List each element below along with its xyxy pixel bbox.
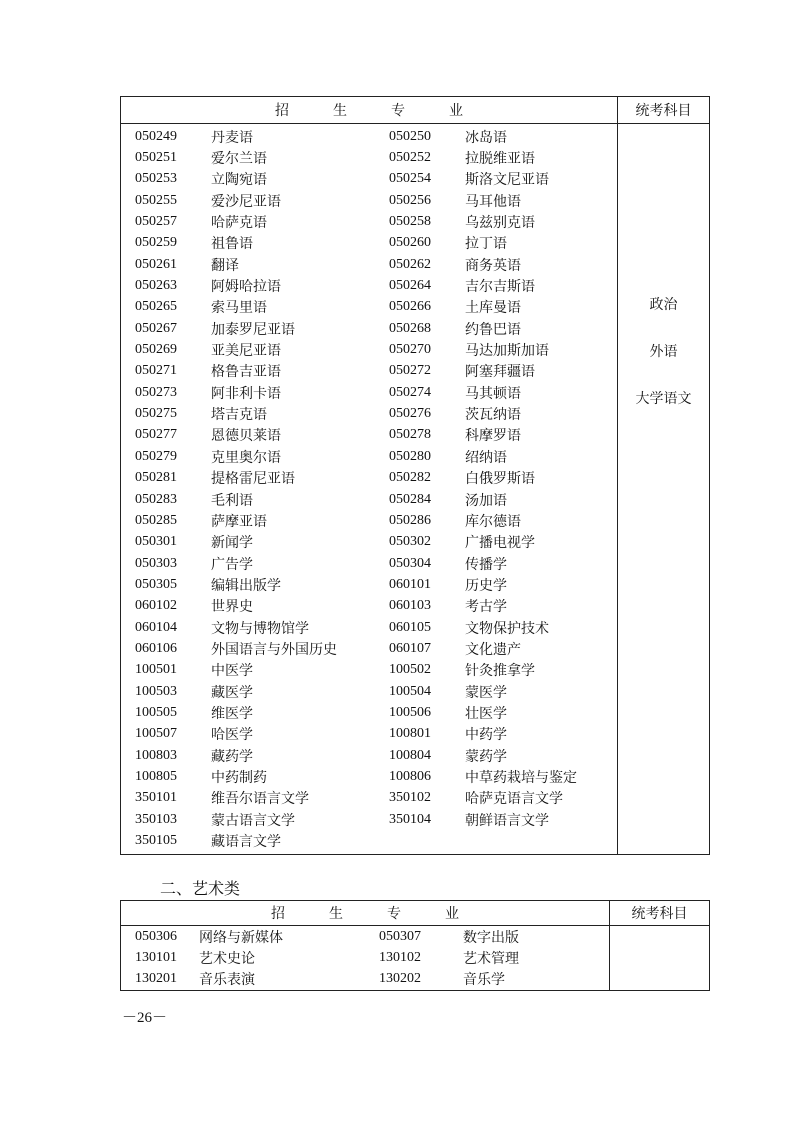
table-row (121, 532, 617, 553)
major-name: 马达加斯加语 (465, 343, 549, 360)
header-char: 专 (391, 103, 405, 119)
major-code: 050301 (135, 534, 177, 550)
subjects-header: 统考科目 (610, 901, 710, 926)
major-name: 蒙药学 (465, 748, 507, 765)
major-name: 库尔德语 (465, 513, 521, 530)
major-code: 050277 (135, 427, 177, 443)
major-name: 哈萨克语 (211, 215, 267, 232)
major-code: 050252 (389, 150, 431, 166)
major-code: 050251 (135, 150, 177, 166)
subjects-header: 统考科目 (618, 97, 710, 124)
table-row (121, 233, 617, 254)
major-code: 050276 (389, 406, 431, 422)
major-name: 新闻学 (211, 535, 253, 552)
major-name: 藏语言文学 (211, 834, 281, 851)
major-code: 050260 (389, 235, 431, 251)
table-row (121, 382, 617, 403)
major-name: 立陶宛语 (211, 172, 267, 189)
major-code: 050284 (389, 491, 431, 507)
major-name: 中医学 (211, 663, 253, 680)
table-row (121, 947, 609, 968)
major-name: 茨瓦纳语 (465, 407, 521, 424)
table-row (121, 361, 617, 382)
major-name: 阿非利卡语 (211, 385, 281, 402)
header-char: 生 (333, 103, 347, 119)
major-name: 数字出版 (463, 929, 519, 946)
major-code: 050307 (379, 928, 421, 944)
major-name: 商务英语 (465, 257, 521, 274)
major-code: 130101 (135, 949, 177, 965)
major-name: 索马里语 (211, 300, 267, 317)
table-row (121, 660, 617, 681)
major-name: 加泰罗尼亚语 (211, 321, 295, 338)
table-row (121, 510, 617, 531)
major-name: 维医学 (211, 705, 253, 722)
major-name: 音乐学 (463, 972, 505, 989)
major-code: 050257 (135, 214, 177, 230)
major-name: 音乐表演 (199, 972, 255, 989)
major-name: 爱沙尼亚语 (211, 193, 281, 210)
major-code: 050278 (389, 427, 431, 443)
header-char: 招 (271, 906, 285, 922)
major-name: 文物保护技术 (465, 620, 549, 637)
exam-subjects (618, 124, 710, 855)
major-code: 100507 (135, 726, 177, 742)
major-code: 350103 (135, 811, 177, 827)
major-code: 050305 (135, 576, 177, 592)
header-char: 专 (387, 906, 401, 922)
major-code: 100502 (389, 662, 431, 678)
header-char: 招 (275, 103, 289, 119)
major-code: 060105 (389, 619, 431, 635)
major-name: 约鲁巴语 (465, 321, 521, 338)
major-code: 050259 (135, 235, 177, 251)
table-row (121, 766, 617, 787)
major-code: 060101 (389, 576, 431, 592)
major-name: 毛利语 (211, 492, 253, 509)
major-code: 050306 (135, 928, 177, 944)
major-name: 萨摩亚语 (211, 513, 267, 530)
major-name: 中药制药 (211, 769, 267, 786)
major-code: 050303 (135, 555, 177, 571)
major-code: 100506 (389, 704, 431, 720)
subject-college-chinese: 大学语文 (635, 391, 692, 407)
major-name: 乌兹别克语 (465, 215, 535, 232)
table-row (121, 468, 617, 489)
major-code: 050249 (135, 128, 177, 144)
major-code: 050302 (389, 534, 431, 550)
major-code: 050304 (389, 555, 431, 571)
table-row (121, 809, 617, 830)
major-name: 外国语言与外国历史 (211, 641, 337, 658)
major-code: 050266 (389, 299, 431, 315)
table-row (121, 126, 617, 147)
major-code: 100803 (135, 747, 177, 763)
major-name: 马耳他语 (465, 193, 521, 210)
table-row (121, 681, 617, 702)
major-code: 060104 (135, 619, 177, 635)
major-name: 维吾尔语言文学 (211, 791, 309, 808)
major-name: 考古学 (465, 599, 507, 616)
table-row (121, 574, 617, 595)
table-row (121, 169, 617, 190)
major-name: 编辑出版学 (211, 577, 281, 594)
header-char: 业 (445, 906, 459, 922)
major-code: 050265 (135, 299, 177, 315)
major-name: 藏药学 (211, 748, 253, 765)
table-row (121, 617, 617, 638)
major-name: 哈萨克语言文学 (465, 791, 563, 808)
major-code: 100806 (389, 768, 431, 784)
table-header-row (121, 97, 710, 124)
major-code: 050282 (389, 470, 431, 486)
major-name: 藏医学 (211, 684, 253, 701)
table-row (121, 318, 617, 339)
table-row (121, 553, 617, 574)
major-name: 拉脱维亚语 (465, 151, 535, 168)
major-name: 冰岛语 (465, 129, 507, 146)
major-code: 130202 (379, 971, 421, 987)
major-code: 050283 (135, 491, 177, 507)
major-code: 100504 (389, 683, 431, 699)
major-name: 拉丁语 (465, 236, 507, 253)
major-name: 中药学 (465, 727, 507, 744)
table-row (121, 702, 617, 723)
major-name: 历史学 (465, 577, 507, 594)
major-code: 350104 (389, 811, 431, 827)
major-name: 世界史 (211, 599, 253, 616)
major-name: 文化遗产 (465, 641, 521, 658)
major-code: 050270 (389, 342, 431, 358)
header-char: 生 (329, 906, 343, 922)
major-code: 050274 (389, 384, 431, 400)
major-name: 中草药栽培与鉴定 (465, 769, 577, 786)
major-name: 广播电视学 (465, 535, 535, 552)
major-code: 350102 (389, 790, 431, 806)
major-code: 100503 (135, 683, 177, 699)
major-code: 050256 (389, 192, 431, 208)
subject-foreign-language: 外语 (649, 344, 678, 360)
major-name: 恩德贝莱语 (211, 428, 281, 445)
major-name: 朝鲜语言文学 (465, 812, 549, 829)
major-name: 提格雷尼亚语 (211, 471, 295, 488)
major-code: 050258 (389, 214, 431, 230)
major-name: 汤加语 (465, 492, 507, 509)
major-name: 白俄罗斯语 (465, 471, 535, 488)
major-name: 蒙古语言文学 (211, 812, 295, 829)
major-code: 130201 (135, 971, 177, 987)
page-number: －26－ (122, 1010, 168, 1026)
table-row (121, 446, 617, 467)
major-name: 艺术史论 (199, 950, 255, 967)
majors-list (121, 926, 610, 991)
majors-header (121, 97, 618, 124)
major-name: 马其顿语 (465, 385, 521, 402)
table-row (121, 724, 617, 745)
major-name: 网络与新媒体 (199, 929, 283, 946)
majors-list (121, 124, 618, 855)
major-code: 100801 (389, 726, 431, 742)
major-name: 蒙医学 (465, 684, 507, 701)
major-code: 050262 (389, 256, 431, 272)
major-code: 050269 (135, 342, 177, 358)
major-name: 壮医学 (465, 705, 507, 722)
major-code: 050253 (135, 171, 177, 187)
major-name: 文物与博物馆学 (211, 620, 309, 637)
major-code: 050254 (389, 171, 431, 187)
major-code: 050280 (389, 448, 431, 464)
subject-politics: 政治 (649, 297, 678, 313)
art-majors-table (120, 900, 710, 991)
table-header-row (121, 901, 710, 926)
table-row (121, 339, 617, 360)
table-row (121, 147, 617, 168)
table-row (121, 926, 609, 947)
major-name: 祖鲁语 (211, 236, 253, 253)
table-row (121, 190, 617, 211)
table-row (121, 297, 617, 318)
table-row (121, 403, 617, 424)
major-code: 050273 (135, 384, 177, 400)
major-code: 050267 (135, 320, 177, 336)
major-code: 350105 (135, 833, 177, 849)
majors-header (121, 901, 610, 926)
table-row (121, 596, 617, 617)
major-name: 艺术管理 (463, 950, 519, 967)
major-name: 丹麦语 (211, 129, 253, 146)
major-code: 100805 (135, 768, 177, 784)
major-name: 吉尔吉斯语 (465, 279, 535, 296)
major-name: 阿塞拜疆语 (465, 364, 535, 381)
major-name: 翻译 (211, 257, 239, 274)
major-name: 格鲁吉亚语 (211, 364, 281, 381)
table-row (121, 275, 617, 296)
major-name: 科摩罗语 (465, 428, 521, 445)
major-code: 130102 (379, 949, 421, 965)
major-code: 050261 (135, 256, 177, 272)
major-name: 斯洛文尼亚语 (465, 172, 549, 189)
table-row (121, 489, 617, 510)
major-code: 050279 (135, 448, 177, 464)
major-code: 050250 (389, 128, 431, 144)
table-row (121, 211, 617, 232)
major-code: 050255 (135, 192, 177, 208)
section-title-art: 二、艺术类 (160, 879, 241, 898)
major-code: 060106 (135, 640, 177, 656)
major-code: 100505 (135, 704, 177, 720)
major-code: 100501 (135, 662, 177, 678)
major-code: 050272 (389, 363, 431, 379)
header-char: 业 (449, 103, 463, 119)
major-name: 土库曼语 (465, 300, 521, 317)
major-code: 050281 (135, 470, 177, 486)
major-name: 塔吉克语 (211, 407, 267, 424)
table-row (121, 788, 617, 809)
table-row (121, 969, 609, 990)
majors-table (120, 96, 710, 855)
major-name: 广告学 (211, 556, 253, 573)
major-name: 克里奥尔语 (211, 449, 281, 466)
major-code: 050271 (135, 363, 177, 379)
major-code: 060103 (389, 598, 431, 614)
major-code: 060102 (135, 598, 177, 614)
major-name: 传播学 (465, 556, 507, 573)
table-row (121, 830, 617, 851)
major-code: 050285 (135, 512, 177, 528)
major-code: 050286 (389, 512, 431, 528)
major-code: 050263 (135, 278, 177, 294)
major-code: 050275 (135, 406, 177, 422)
major-name: 绍纳语 (465, 449, 507, 466)
major-name: 哈医学 (211, 727, 253, 744)
table-row (121, 254, 617, 275)
major-name: 针灸推拿学 (465, 663, 535, 680)
exam-subjects (610, 926, 710, 991)
major-code: 050268 (389, 320, 431, 336)
major-code: 060107 (389, 640, 431, 656)
table-row (121, 638, 617, 659)
major-code: 100804 (389, 747, 431, 763)
major-code: 050264 (389, 278, 431, 294)
major-name: 爱尔兰语 (211, 151, 267, 168)
major-name: 阿姆哈拉语 (211, 279, 281, 296)
major-name: 亚美尼亚语 (211, 343, 281, 360)
major-code: 350101 (135, 790, 177, 806)
table-row (121, 425, 617, 446)
table-row (121, 745, 617, 766)
